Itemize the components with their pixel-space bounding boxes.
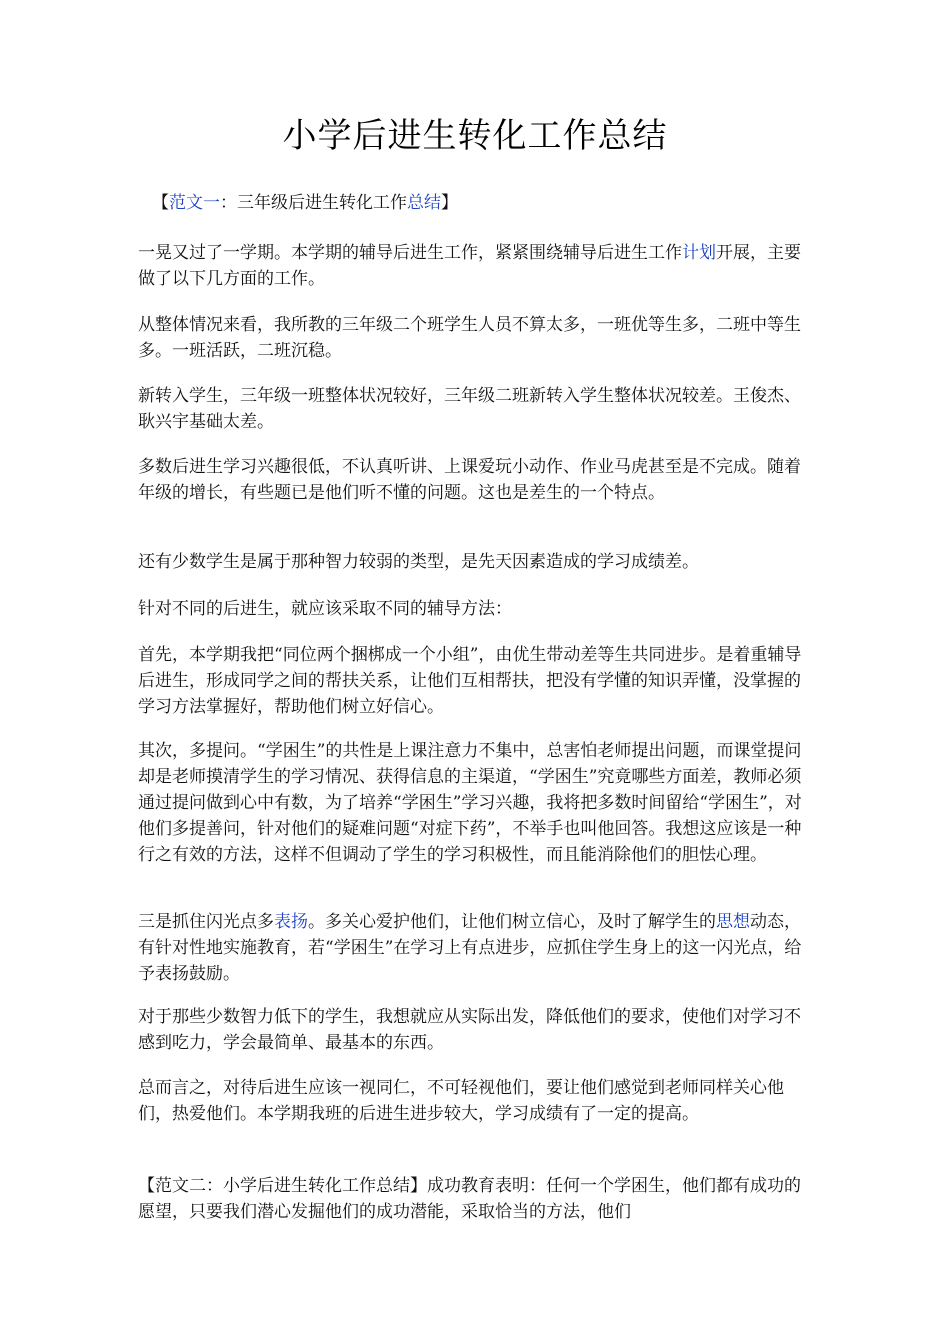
praise-link[interactable]: 表扬 (274, 912, 308, 932)
paragraph-new-students: 新转入学生，三年级一班整体状况较好，三年级二班新转入学生整体状况较差。王俊杰、耿兴宇基础太差。 (138, 386, 801, 432)
paragraph-third (138, 909, 810, 987)
fanwen-link[interactable]: 范文一 (169, 193, 220, 213)
plan-link[interactable]: 计划 (682, 243, 716, 263)
paragraph-methods-intro: 针对不同的后进生，就应该采取不同的辅导方法： (138, 599, 512, 619)
paragraph-third-c: 动态，有针对性地实施教育，若“学困生”在学习上有点进步，应抓住学生身上的这一闪光点，给予表扬鼓励。 (138, 912, 802, 984)
paragraph-intro-text2: 开展，主要做了以下几方面的工作。 (138, 243, 801, 289)
heading-bracket-open: 【 (152, 193, 169, 213)
paragraph-conclusion: 总而言之，对待后进生应该一视同仁，不可轻视他们，要让他们感觉到老师同样关心他们，热爱他们。本学期我班的后进生进步较大，学习成绩有了一定的提高。 (138, 1078, 784, 1124)
heading-middle: ：三年级后进生转化工作 (220, 193, 407, 213)
paragraph-weak-students: 还有少数学生是属于那种智力较弱的类型，是先天因素造成的学习成绩差。 (138, 552, 699, 572)
paragraph-second: 其次，多提问。“学困生”的共性是上课注意力不集中，总害怕老师提出问题，而课堂提问却是老师摸清学生的学习情况、获得信息的主渠道，“学困生”究竟哪些方面差，教师必须通过提问做到心中有数，为了培养“学困生”学习兴趣，我将把多数时间留给“学困生”，对他们多提善问，针对他们的疑难问题“对症下药”，不举手也叫他回答。我想这应该是一种行之有效的方法，这样不但调动了学生的学习积极性，而且能消除他们的胆怯心理。 (138, 741, 802, 865)
paragraph-low-ability: 对于那些少数智力低下的学生，我想就应从实际出发，降低他们的要求，使他们对学习不感到吃力，学会最简单、最基本的东西。 (138, 1007, 801, 1053)
paragraph-overview: 从整体情况来看，我所教的三年级二个班学生人员不算太多，一班优等生多，二班中等生多。一班活跃，二班沉稳。 (138, 315, 801, 361)
paragraph-first: 首先，本学期我把“同位两个捆梆成一个小组”，由优生带动差等生共同进步。是着重辅导后进生，形成同学之间的帮扶关系，让他们互相帮扶，把没有学懂的知识弄懂，没掌握的学习方法掌握好，帮助他们树立好信心。 (138, 645, 802, 717)
paragraph-intro-text: 一晃又过了一学期。本学期的辅导后进生工作，紧紧围绕辅导后进生工作 (138, 243, 682, 263)
heading-bracket-close: 】 (441, 193, 458, 213)
paragraph-third-a: 三是抓住闪光点多 (138, 912, 274, 932)
thought-link[interactable]: 思想 (716, 912, 750, 932)
section2-paragraph: 【范文二：小学后进生转化工作总结】成功教育表明：任何一个学困生，他们都有成功的愿望，只要我们潜心发掘他们的成功潜能，采取恰当的方法，他们 (138, 1176, 801, 1222)
section1-heading (152, 190, 824, 216)
document-title: 小学后进生转化工作总结 (282, 116, 668, 156)
paragraph-interest: 多数后进生学习兴趣很低，不认真听讲、上课爱玩小动作、作业马虎甚至是不完成。随着年级的增长，有些题已是他们听不懂的问题。这也是差生的一个特点。 (138, 457, 801, 503)
paragraph-intro (138, 240, 810, 292)
summary-link[interactable]: 总结 (407, 193, 441, 213)
paragraph-third-b: 。多关心爱护他们，让他们树立信心，及时了解学生的 (308, 912, 716, 932)
